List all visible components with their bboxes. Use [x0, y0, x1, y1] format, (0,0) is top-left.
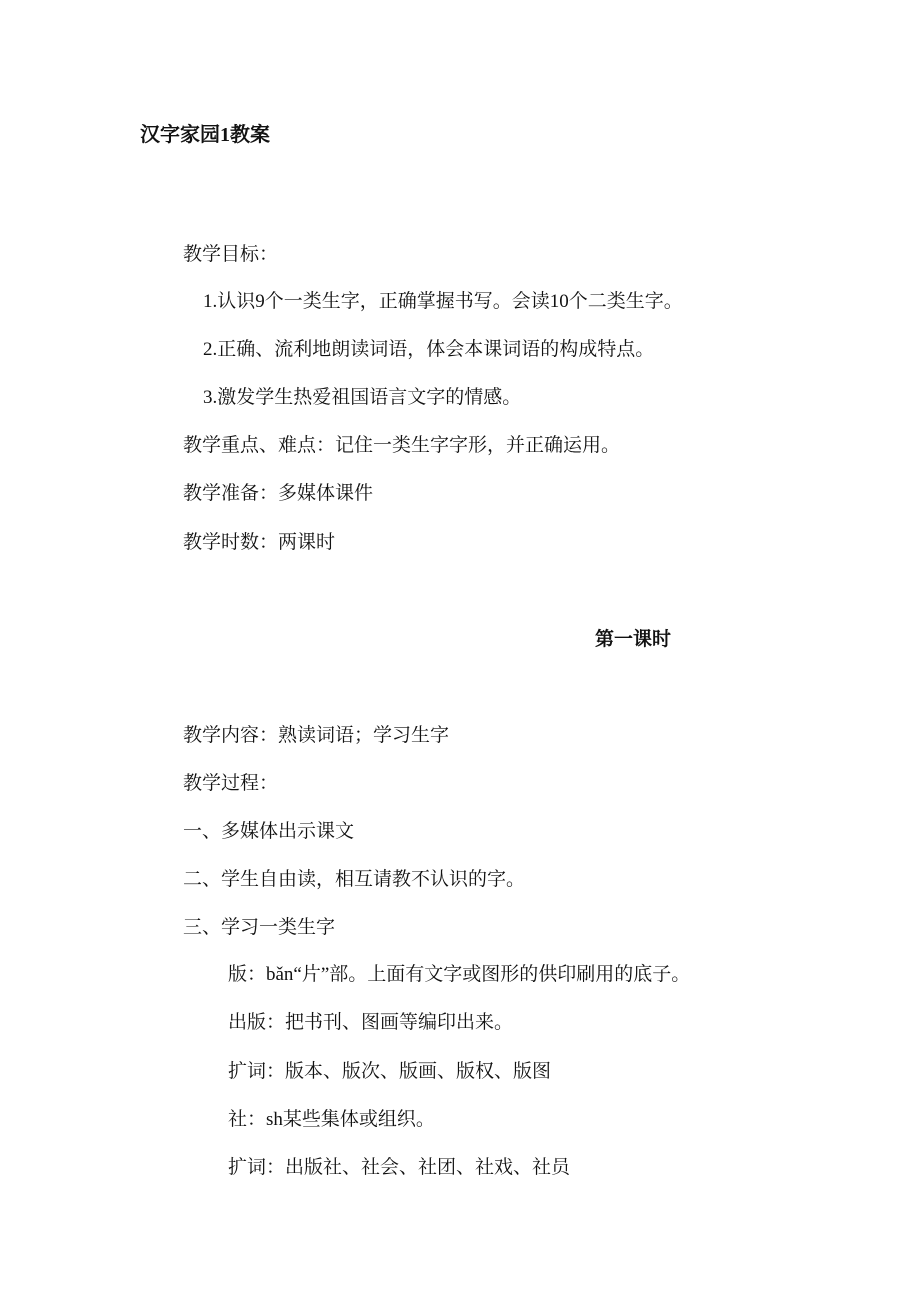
- objective-item: 1.认识9个一类生字，正确掌握书写。会读10个二类生字。: [203, 291, 683, 312]
- lesson-heading: 第一课时: [595, 629, 672, 650]
- teaching-hours: 教学时数：两课时: [183, 532, 336, 553]
- key-points: 教学重点、难点：记住一类生字字形，并正确运用。: [183, 435, 621, 456]
- process-label: 教学过程：: [183, 773, 279, 794]
- character-detail: 社：sh某些集体或组织。: [228, 1109, 435, 1130]
- character-detail: 版：bǎn“片”部。上面有文字或图形的供印刷用的底子。: [228, 964, 691, 985]
- character-detail: 扩词：出版社、社会、社团、社戏、社员: [228, 1157, 571, 1178]
- character-detail: 扩词：版本、版次、版画、版权、版图: [228, 1061, 552, 1082]
- objective-item: 2.正确、流利地朗读词语，体会本课词语的构成特点。: [203, 339, 655, 360]
- preparation: 教学准备：多媒体课件: [183, 483, 374, 504]
- objectives-label: 教学目标：: [183, 244, 279, 265]
- process-step: 二、学生自由读，相互请教不认识的字。: [183, 869, 526, 890]
- character-detail: 出版：把书刊、图画等编印出来。: [228, 1012, 514, 1033]
- process-step: 一、多媒体出示课文: [183, 821, 355, 842]
- teaching-content: 教学内容：熟读词语；学习生字: [183, 725, 450, 746]
- document-title: 汉字家园1教案: [140, 124, 270, 146]
- process-step: 三、学习一类生字: [183, 917, 336, 938]
- objective-item: 3.激发学生热爱祖国语言文字的情感。: [203, 387, 522, 408]
